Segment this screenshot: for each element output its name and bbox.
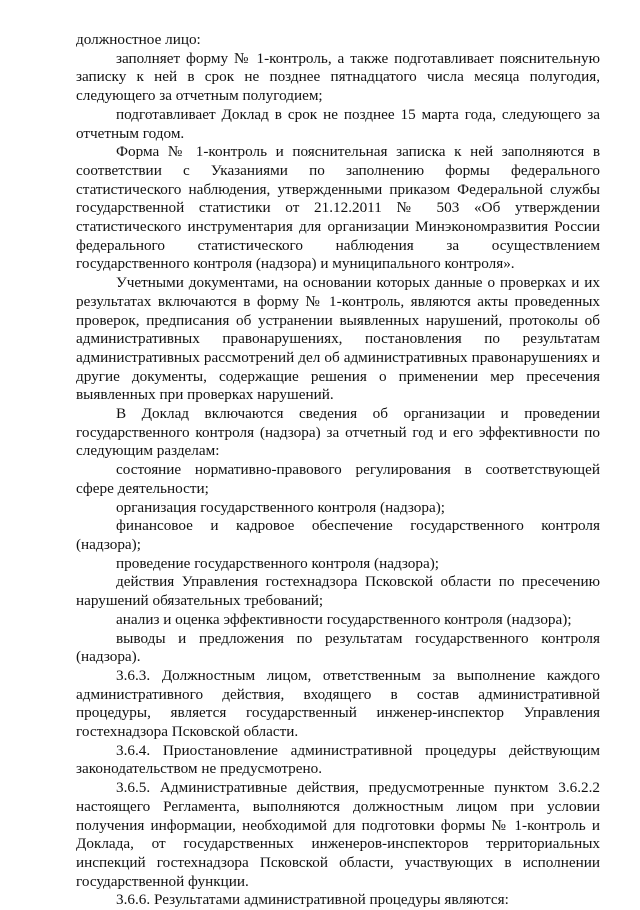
section-paragraph: 3.6.3. Должностным лицом, ответственным за выполнение каждого административного действия, входящего в состав административной процедуры, является государственный инженер-инспектор Управления гостехнадзора Псковской области. (76, 666, 600, 741)
list-item: выводы и предложения по результатам государственного контроля (надзора). (76, 629, 600, 666)
section-paragraph: 3.6.5. Административные действия, предусмотренные пунктом 3.6.2.2 настоящего Регламента, выполняются должностным лицом при условии получения информации, необходимой для подготовки формы № 1-контроль и Доклада, от государственных инженеров-инспекторов территориальных инспекций гостехнадзора Псковской области, участвующих в исполнении государственной функции. (76, 779, 600, 890)
section-paragraph: 3.6.6. Результатами административной процедуры являются: (116, 891, 509, 909)
list-item: финансовое и кадровое обеспечение государственного контроля (надзора); (76, 517, 600, 553)
list-item: проведение государственного контроля (надзора); (116, 554, 440, 572)
paragraph: должностное лицо: (76, 31, 201, 48)
list-item: анализ и оценка эффективности государственного контроля (надзора); (116, 610, 572, 628)
paragraph: заполняет форму № 1-контроль, а также подготавливает пояснительную записку к ней в срок не позднее пятнадцатого числа месяца полугодия, следующего за отчетным полугодием; (76, 49, 600, 105)
paragraph: Учетными документами, на основании которых данные о проверках и их результатах включаются в форму № 1-контроль, являются акты проведенных проверок, предписания об устранении выявленных нарушений, протоколы об административных правонарушениях, постановления по результатам административных рассмотрений дел об административных правонарушениях и другие документы, содержащие решения о применении мер пресечения выявленных при проверках нарушений. (76, 274, 600, 404)
paragraph: Форма № 1-контроль и пояснительная записка к ней заполняются в соответствии с Указаниями по заполнению формы федерального статистического наблюдения, утвержденными приказом Федеральной службы государственной статистики от 21.12.2011 № 503 «Об утверждении статистического инструментария для организации Минэкономразвития России федерального статистического наблюдения за осуществлением государственного контроля (надзора) и муниципального контроля». (76, 143, 600, 273)
section-paragraph: 3.6.4. Приостановление административной процедуры действующим законодательством не предусмотрено. (76, 741, 600, 778)
document-page (76, 31, 600, 910)
list-item: состояние нормативно-правового регулирования в соответствующей сфере деятельности; (76, 461, 600, 497)
paragraph: подготавливает Доклад в срок не позднее 15 марта года, следующего за отчетным годом. (76, 105, 600, 142)
list-item: действия Управления гостехнадзора Псковской области по пресечению нарушений обязательных требований; (76, 573, 600, 610)
paragraph: В Доклад включаются сведения об организации и проведении государственного контроля (надзора) за отчетный год и его эффективности по следующим разделам: (76, 405, 600, 460)
list-item: организация государственного контроля (надзора); (116, 498, 445, 516)
